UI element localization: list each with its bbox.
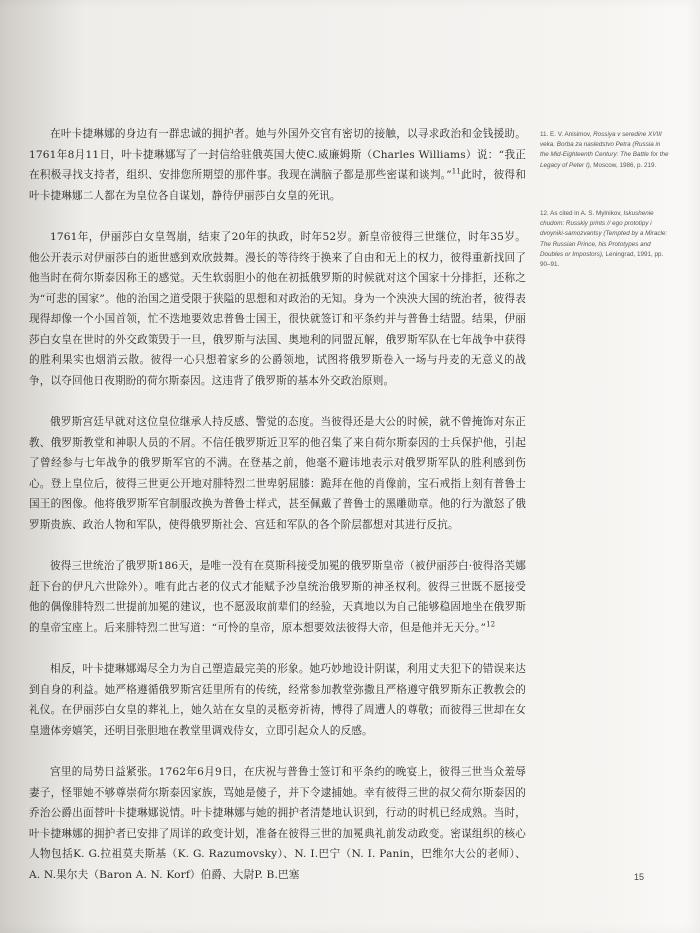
paragraph-2 <box>29 227 526 391</box>
footnote-11 <box>540 130 670 171</box>
paragraph-5-text: 相反，叶卡捷琳娜竭尽全力为自己塑造最完美的形象。她巧妙地设计阴谋，利用丈夫犯下的错误来达到自身的利益。她严格遵循俄罗斯宫廷里所有的传统，经常参加教堂弥撒且严格遵守俄罗斯东正教教会的礼仪。在伊丽莎白女皇的葬礼上，她久站在女皇的灵柩旁祈祷，博得了周遭人的尊敬；而彼得三世却在女皇遗体旁嬉笑，还明目张胆地在教堂里调戏侍女，立即引起众人的反感。 <box>29 663 526 737</box>
footnote-11-title: Rossiya v seredine XVIII veka. Borba za nasledstvo Petra (Russia in the Mid-Eighteenth Century: The Battle for the Legacy of Peter I), <box>540 131 669 169</box>
footnote-11-suffix: Moscow, 1986, p. 219. <box>591 161 657 169</box>
paragraph-4 <box>29 556 526 638</box>
paragraph-3-text: 俄罗斯宫廷早就对这位皇位继承人持反感、警觉的态度。当彼得还是大公的时候，就不曾掩饰对东正教、俄罗斯教堂和神职人员的不屑。不信任俄罗斯近卫军的他召集了来自荷尔斯泰因的士兵保护他，引起了曾经参与七年战争的俄罗斯军官的不满。在登基之前，他毫不避讳地表示对俄罗斯军队的胜利感到伤心。登上皇位后，彼得三世更公开地对腓特烈二世卑躬屈膝：跪拜在他的肖像前，宝石戒指上刻有普鲁士国王的图像。他将俄罗斯军官制服改换为普鲁士样式，甚至佩戴了普鲁士的黑雕勋章。他的行为激怒了俄罗斯贵族、政治人物和军队，使得俄罗斯社会、宫廷和军队的各个阶层都想对其进行反抗。 <box>29 416 526 531</box>
paragraph-1 <box>29 124 526 206</box>
paragraph-6 <box>29 762 526 885</box>
paragraph-5 <box>29 659 526 741</box>
paragraph-2-text: 1761年，伊丽莎白女皇驾崩，结束了20年的执政，时年52岁。新皇帝彼得三世继位，时年35岁。他公开表示对伊丽莎白的逝世感到欢欣鼓舞。漫长的等待终于换来了自由和无上的权力，彼得重新找回了他当时在荷尔斯泰因称王的感觉。天生软弱胆小的他在初抵俄罗斯的时候就对这个国家十分排拒，还称之为“可悲的国家”。他的治国之道受限于狭隘的思想和对政治的无知。身为一个泱泱大国的统治者，彼得表现得却像一个小国首领，忙不迭地要效忠普鲁士国王，很快就签订和平条约并与普鲁士结盟。结果，伊丽莎白女皇在世时的外交政策毁于一旦，俄罗斯与法国、奥地利的同盟瓦解，俄罗斯军队在七年战争中获得的胜利果实也烟消云散。彼得一心只想着家乡的公爵领地，试图将俄罗斯卷入一场与丹麦的无意义的战争，以夺回他日夜期盼的荷尔斯泰因。这违背了俄罗斯的基本外交政治原则。 <box>29 231 526 387</box>
paragraph-4-text: 彼得三世统治了俄罗斯186天，是唯一没有在莫斯科接受加冕的俄罗斯皇帝（被伊丽莎白·彼得洛芙娜赶下台的伊凡六世除外）。唯有此古老的仪式才能赋予沙皇统治俄罗斯的神圣权利。彼得三世既不愿接受他的偶像腓特烈二世提前加冕的建议，也不愿汲取前辈们的经验，天真地以为自己能够稳固地坐在俄罗斯的皇帝宝座上。后来腓特烈二世写道：“可怜的皇帝，原本想要效法彼得大帝，但是他并无天分。” <box>29 560 526 634</box>
paragraph-1-text: 在叶卡捷琳娜的身边有一群忠诚的拥护者。她与外国外交官有密切的接触，以寻求政治和金钱援助。1761年8月11日，叶卡捷琳娜写了一封信给驻俄英国大使C.威廉姆斯（Charles Williams）说：“我正在积极寻找支持者，组织、安排您所期望的那件事。我现在满脑子都是那些密谋和谈判。” <box>29 128 526 181</box>
footnote-12-prefix: 12. As cited in A. S. Mylnikov, <box>540 210 624 217</box>
footnote-ref-11: 11 <box>451 167 461 176</box>
footnote-12-title: Iskushenie chudom: Russkiy prints // ego prototipy i dvoyniki-samozvantsy (Tempted by a Miracle: The Russian Prince, his Prototypes and Doubles or Impostors), <box>540 210 668 258</box>
paragraph-6-text: 宫里的局势日益紧张。1762年6月9日，在庆祝与普鲁士签订和平条约的晚宴上，彼得三世当众羞辱妻子，怪罪她不够尊崇荷尔斯泰因家族，骂她是傻子，并下令逮捕她。幸有彼得三世的叔父荷尔斯泰因的乔治公爵出面替叶卡捷琳娜说情。叶卡捷琳娜与她的拥护者清楚地认识到，行动的时机已经成熟。当时，叶卡捷琳娜的拥护者已安排了周详的政变计划，准备在彼得三世的加冕典礼前发动政变。密谋组织的核心人物包括K. G.拉祖莫夫斯基（K. G. Razumovsky）、N. I.巴宁（N. I. Panin，巴维尔大公的老师）、A. N.果尔夫（Baron A. N. Korf）伯爵、大尉P. B.巴塞 <box>29 766 526 881</box>
footnote-ref-12: 12 <box>486 619 496 628</box>
main-text-column <box>29 124 526 906</box>
footnote-11-prefix: 11. E. V. Anisimov, <box>540 131 594 138</box>
page-number: 15 <box>634 872 645 882</box>
paragraph-1-tail: 此时，彼得和叶卡捷琳娜二人都在为皇位各自谋划，静待伊丽莎白女皇的死讯。 <box>29 169 526 202</box>
footnote-12 <box>540 209 670 270</box>
paragraph-3 <box>29 412 526 535</box>
footnote-12-suffix: Leningrad, 1991, pp. 90–91. <box>540 250 664 269</box>
